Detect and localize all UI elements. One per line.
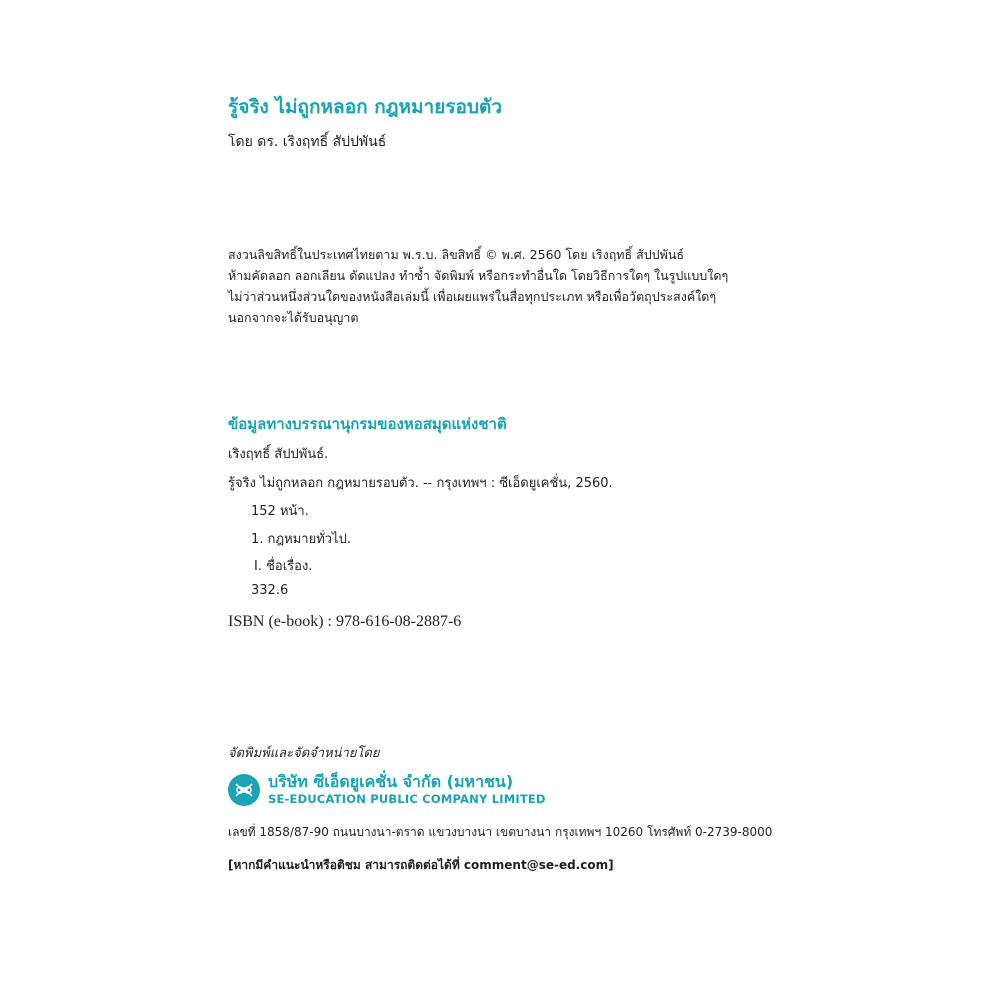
copyright-notice [228,244,728,328]
isbn: ISBN (e-book) : 978-616-08-2887-6 [228,613,462,630]
cip-heading: ข้อมูลทางบรรณานุกรมของหอสมุดแห่งชาติ [228,415,507,433]
publisher-address: เลขที่ 1858/87-90 ถนนบางนา-ตราด แขวงบางนา เขตบางนา กรุงเทพฯ 10260 โทรศัพท์ 0-2739-8000 [228,825,773,839]
company-name-thai: บริษัท ซีเอ็ดยูเคชั่น จำกัด (มหาชน) [268,772,514,791]
company-name-english: SE-EDUCATION PUBLIC COMPANY LIMITED [268,792,546,806]
cip-classification: 332.6 [251,583,289,598]
copyright-line: นอกจากจะได้รับอนุญาต [228,310,359,325]
publisher-label: จัดพิมพ์และจัดจำหน่ายโดย [228,746,380,761]
copyright-line: ห้ามคัดลอก ลอกเลียน ดัดแปลง ทำซ้ำ จัดพิมพ์ หรือกระทำอื่นใด โดยวิธีการใดๆ ในรูปแบบใดๆ [228,268,729,283]
cip-pages: 152 หน้า. [251,504,309,519]
author-line: โดย ดร. เริงฤทธิ์ สัปปพันธ์ [228,134,387,150]
book-title: รู้จริง ไม่ถูกหลอก กฎหมายรอบตัว [228,96,503,118]
cip-title-line: รู้จริง ไม่ถูกหลอก กฎหมายรอบตัว. -- กรุงเทพฯ : ซีเอ็ดยูเคชั่น, 2560. [228,476,613,491]
cip-author: เริงฤทธิ์ สัปปพันธ์. [228,447,329,462]
se-ed-logo-icon [228,774,260,806]
copyright-line: ไม่ว่าส่วนหนึ่งส่วนใดของหนังสือเล่มนี้ เพื่อเผยแพร่ในสื่อทุกประเภท หรือเพื่อวัตถุประสงค์ใดๆ [228,289,717,304]
contact-line: [หากมีคำแนะนำหรือติชม สามารถติดต่อได้ที่ comment@se-ed.com] [228,858,614,872]
cip-title-entry: I. ชื่อเรื่อง. [254,559,313,574]
cip-subject: 1. กฎหมายทั่วไป. [251,532,351,547]
copyright-line: สงวนลิขสิทธิ์ในประเทศไทยตาม พ.ร.บ. ลิขสิทธิ์ © พ.ศ. 2560 โดย เริงฤทธิ์ สัปปพันธ์ [228,247,685,262]
